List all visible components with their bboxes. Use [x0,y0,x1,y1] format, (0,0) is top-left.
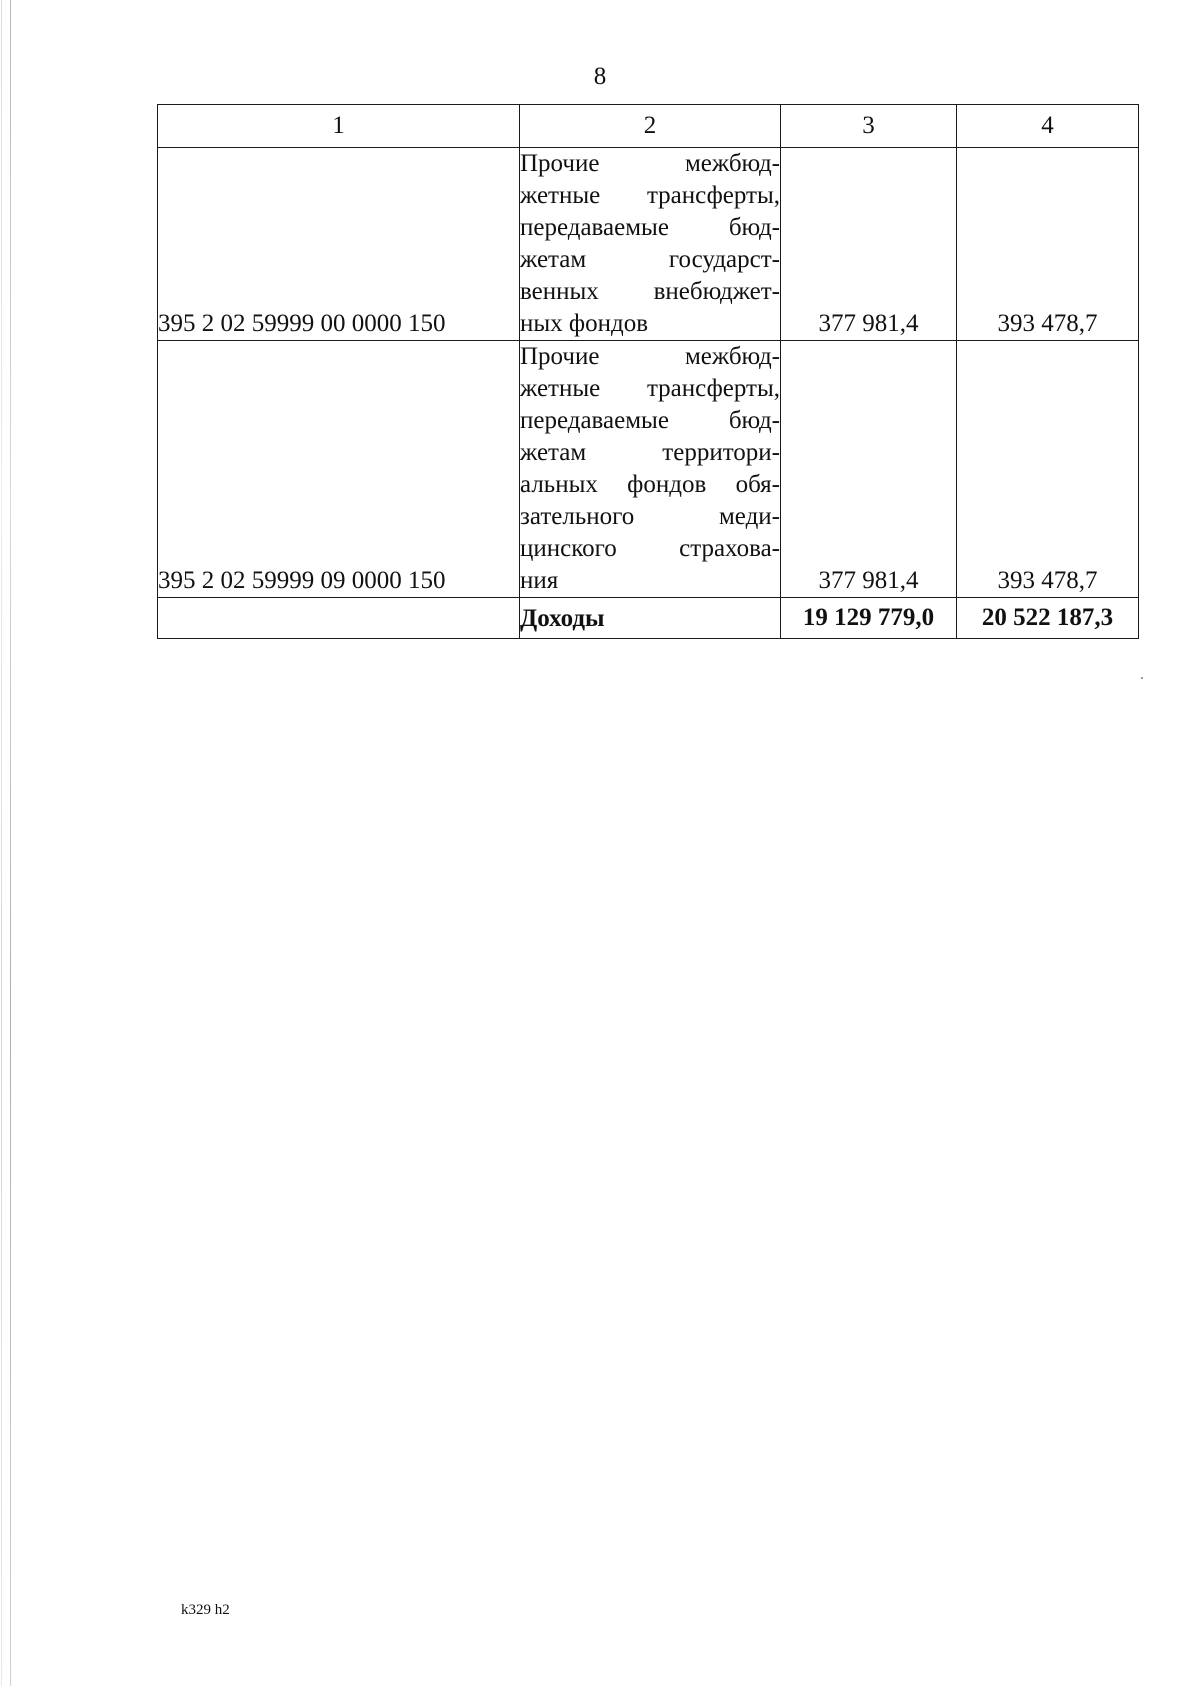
row-name-line: передаваемые бюд- [520,407,780,434]
row-name-line: жетам государст- [520,246,780,273]
row-name-line: передаваемые бюд- [520,214,780,241]
total-code [158,598,520,639]
row-name-line: Прочие межбюд- [520,150,780,177]
total-value-col-4: 20 522 187,3 [957,598,1139,639]
table-total-row [158,598,1139,639]
row-name-line: жетные трансферты, [520,182,780,209]
row-code: 395 2 02 59999 09 0000 150 [158,341,520,598]
total-value-col-3: 19 129 779,0 [781,598,957,639]
scan-edge-line [10,0,11,1686]
page-number: 8 [593,63,607,90]
row-name [520,341,781,598]
row-name-line: жетам территори- [520,439,780,466]
row-name-line: альных фондов обя- [520,471,780,498]
total-label: Доходы [520,598,781,639]
row-name-line: ния [520,567,559,594]
row-value-col-4: 393 478,7 [957,148,1139,341]
row-name [520,148,781,341]
row-name-line: венных внебюджет- [520,278,780,305]
row-name-line: жетные трансферты, [520,375,780,402]
scan-speck [1141,677,1143,679]
table-row [158,148,1139,341]
row-name-line: Прочие межбюд- [520,343,780,370]
revenue-table [157,104,1139,639]
scan-edge-line-outer [1,0,2,1686]
row-name-line: зательного меди- [520,503,780,530]
row-name-line: ных фондов [520,310,649,337]
row-name-line: цинского страхова- [520,535,780,562]
row-value-col-3: 377 981,4 [781,341,957,598]
table-header-row [158,105,1139,148]
header-col-4: 4 [957,105,1139,148]
table-row [158,341,1139,598]
header-col-1: 1 [158,105,520,148]
row-value-col-3: 377 981,4 [781,148,957,341]
row-code: 395 2 02 59999 00 0000 150 [158,148,520,341]
row-value-col-4: 393 478,7 [957,341,1139,598]
header-col-2: 2 [520,105,781,148]
footer-document-code: k329 h2 [181,1602,230,1618]
header-col-3: 3 [781,105,957,148]
